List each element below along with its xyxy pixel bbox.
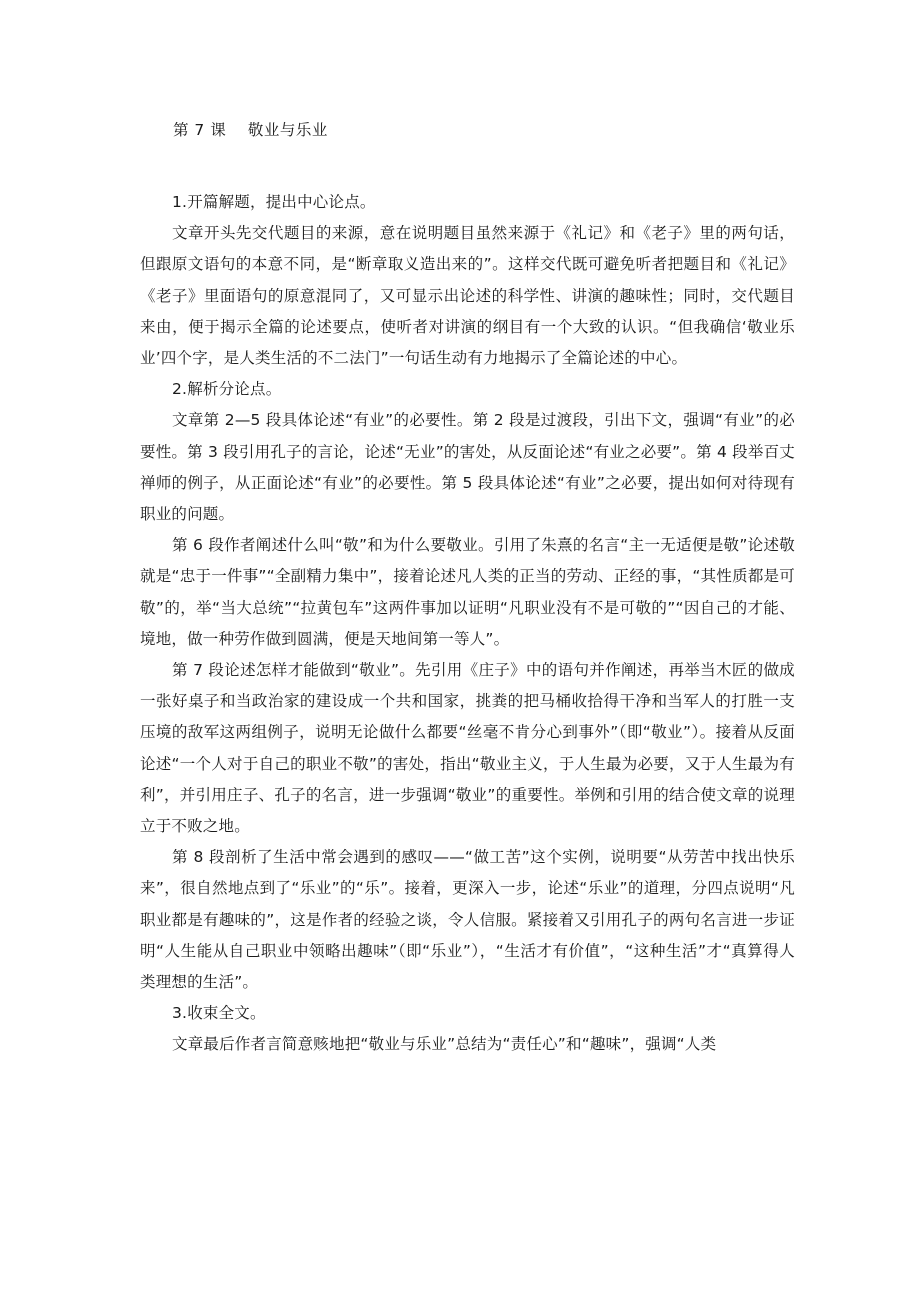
section-heading-3: 3.收束全文。 <box>172 1004 266 1023</box>
paragraph: 第 8 段剖析了生活中常会遇到的感叹——“做工苦”这个实例，说明要“从劳苦中找出快乐来”，很自然地点到了“乐业”的“乐”。接着，更深入一步，论述“乐业”的道理，分四点说明“凡职业都是有趣味的”，这是作者的经验之谈，令人信服。紧接着又引用孔子的两句名言进一步证明“人生能从自己职业中领略出趣味”（即“乐业”），“生活才有价值”，“这种生活”才“真算得人类理想的生活”。 <box>140 848 795 992</box>
paragraph: 文章开头先交代题目的来源，意在说明题目虽然来源于《礼记》和《老子》里的两句话，但跟原文语句的本意不同，是“断章取义造出来的”。这样交代既可避免听者把题目和《礼记》《老子》里面语句的原意混同了，又可显示出论述的科学性、讲演的趣味性；同时，交代题目来由，便于揭示全篇的论述要点，使听者对讲演的纲目有一个大致的认识。“但我确信‘敬业乐业’四个字，是人类生活的不二法门”一句话生动有力地揭示了全篇论述的中心。 <box>140 224 795 368</box>
paragraph: 第 7 段论述怎样才能做到“敬业”。先引用《庄子》中的语句并作阐述，再举当木匠的做成一张好桌子和当政治家的建设成一个共和国家，挑粪的把马桶收拾得干净和当军人的打胜一支压境的敌军这两组例子，说明无论做什么都要“丝毫不肯分心到事外”（即“敬业”）。接着从反面论述“一个人对于自己的职业不敬”的害处，指出“敬业主义，于人生最为必要，又于人生最为有利”，并引用庄子、孔子的名言，进一步强调“敬业”的重要性。举例和引用的结合使文章的说理立于不败之地。 <box>140 661 795 836</box>
paragraph: 文章第 2—5 段具体论述“有业”的必要性。第 2 段是过渡段，引出下文，强调“有业”的必要性。第 3 段引用孔子的言论，论述“无业”的害处，从反面论述“有业之必要”。第 4 段举百丈禅师的例子，从正面论述“有业”的必要性。第 5 段具体论述“有业”之必要，提出如何对待现有职业的问题。 <box>140 411 795 524</box>
lesson-title: 第 7 课 敬业与乐业 <box>173 121 328 139</box>
section-heading-2: 2.解析分论点。 <box>172 380 282 399</box>
paragraph: 文章最后作者言简意赅地把“敬业与乐业”总结为“责任心”和“趣味”，强调“人类 <box>172 1035 717 1054</box>
document-body <box>140 187 795 1061</box>
paragraph: 第 6 段作者阐述什么叫“敬”和为什么要敬业。引用了朱熹的名言“主一无适便是敬”论述敬就是“忠于一件事”“全副精力集中”，接着论述凡人类的正当的劳动、正经的事，“其性质都是可敬”的，举“当大总统”“拉黄包车”这两件事加以证明“凡职业没有不是可敬的”“因自己的才能、境地，做一种劳作做到圆满，便是天地间第一等人”。 <box>140 536 795 648</box>
section-heading-1: 1.开篇解题，提出中心论点。 <box>172 193 376 211</box>
